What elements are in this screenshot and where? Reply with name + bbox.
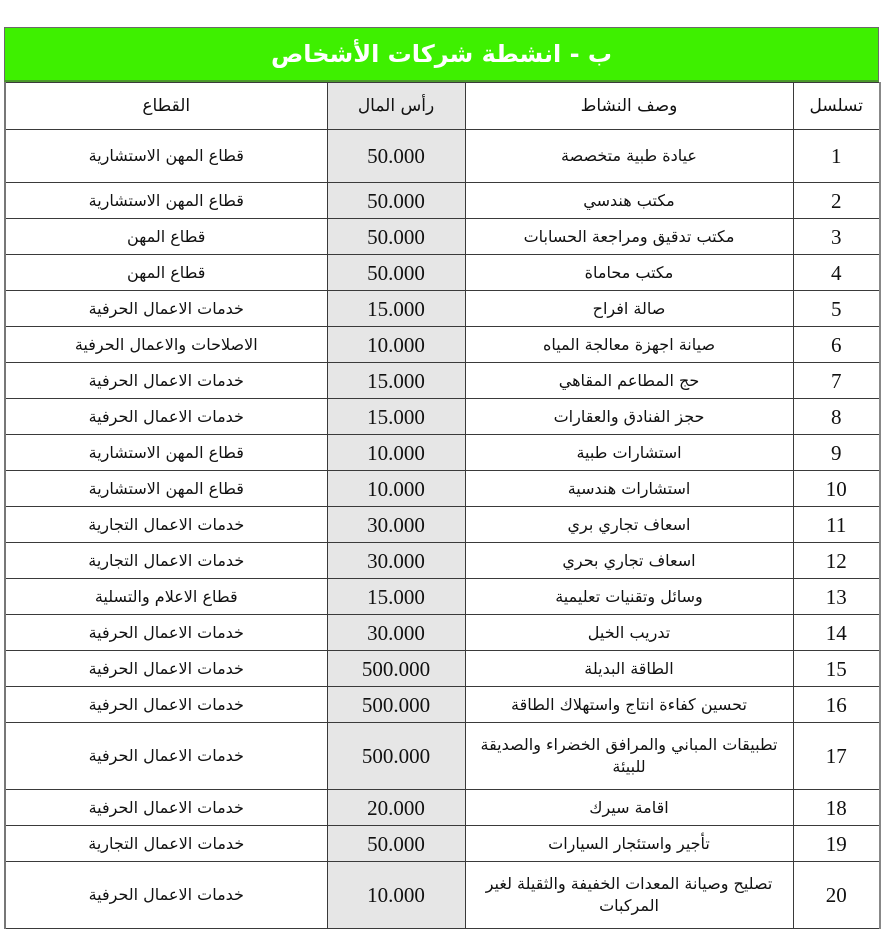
- cell-description: مكتب محاماة: [465, 255, 793, 291]
- cell-seq: 11: [793, 507, 880, 543]
- cell-description: استشارات هندسية: [465, 471, 793, 507]
- table-row: [5, 687, 880, 723]
- cell-description: تطبيقات المباني والمرافق الخضراء والصديقة للبيئة: [465, 723, 793, 790]
- cell-description: عيادة طبية متخصصة: [465, 130, 793, 183]
- cell-capital: 50.000: [327, 183, 465, 219]
- cell-description: الطاقة البديلة: [465, 651, 793, 687]
- cell-description: وسائل وتقنيات تعليمية: [465, 579, 793, 615]
- column-header-seq: تسلسل: [793, 83, 880, 130]
- cell-description: اقامة سيرك: [465, 790, 793, 826]
- header-row: [5, 83, 880, 130]
- cell-capital: 50.000: [327, 219, 465, 255]
- table-row: [5, 615, 880, 651]
- column-header-capital: رأس المال: [327, 83, 465, 130]
- cell-seq: 16: [793, 687, 880, 723]
- cell-sector: قطاع المهن الاستشارية: [5, 435, 327, 471]
- cell-seq: 8: [793, 399, 880, 435]
- activities-table-container: [4, 27, 879, 929]
- cell-capital: 10.000: [327, 435, 465, 471]
- cell-description: حجز الفنادق والعقارات: [465, 399, 793, 435]
- cell-seq: 10: [793, 471, 880, 507]
- cell-sector: قطاع المهن: [5, 255, 327, 291]
- cell-capital: 500.000: [327, 687, 465, 723]
- cell-capital: 30.000: [327, 507, 465, 543]
- cell-sector: خدمات الاعمال الحرفية: [5, 291, 327, 327]
- cell-capital: 15.000: [327, 399, 465, 435]
- cell-sector: خدمات الاعمال الحرفية: [5, 363, 327, 399]
- table-row: [5, 651, 880, 687]
- cell-sector: خدمات الاعمال الحرفية: [5, 862, 327, 929]
- cell-seq: 17: [793, 723, 880, 790]
- cell-capital: 500.000: [327, 651, 465, 687]
- cell-seq: 1: [793, 130, 880, 183]
- cell-seq: 12: [793, 543, 880, 579]
- cell-capital: 30.000: [327, 615, 465, 651]
- cell-seq: 15: [793, 651, 880, 687]
- cell-sector: قطاع المهن الاستشارية: [5, 183, 327, 219]
- table-row: [5, 183, 880, 219]
- table-row: [5, 543, 880, 579]
- cell-seq: 3: [793, 219, 880, 255]
- cell-seq: 14: [793, 615, 880, 651]
- cell-description: تأجير واستئجار السيارات: [465, 826, 793, 862]
- table-row: [5, 291, 880, 327]
- cell-sector: الاصلاحات والاعمال الحرفية: [5, 327, 327, 363]
- table-row: [5, 255, 880, 291]
- table-row: [5, 723, 880, 790]
- cell-seq: 5: [793, 291, 880, 327]
- table-title: ب - انشطة شركات الأشخاص: [4, 27, 879, 82]
- column-header-description: وصف النشاط: [465, 83, 793, 130]
- activities-table: [4, 82, 881, 929]
- cell-capital: 10.000: [327, 862, 465, 929]
- cell-capital: 15.000: [327, 291, 465, 327]
- table-row: [5, 826, 880, 862]
- cell-sector: خدمات الاعمال التجارية: [5, 543, 327, 579]
- cell-capital: 10.000: [327, 471, 465, 507]
- cell-capital: 50.000: [327, 130, 465, 183]
- column-header-sector: القطاع: [5, 83, 327, 130]
- cell-description: صيانة اجهزة معالجة المياه: [465, 327, 793, 363]
- cell-seq: 4: [793, 255, 880, 291]
- table-row: [5, 862, 880, 929]
- cell-description: صالة افراح: [465, 291, 793, 327]
- table-row: [5, 790, 880, 826]
- cell-capital: 50.000: [327, 826, 465, 862]
- table-row: [5, 399, 880, 435]
- cell-capital: 30.000: [327, 543, 465, 579]
- cell-seq: 19: [793, 826, 880, 862]
- cell-seq: 6: [793, 327, 880, 363]
- cell-sector: قطاع الاعلام والتسلية: [5, 579, 327, 615]
- table-row: [5, 507, 880, 543]
- cell-seq: 13: [793, 579, 880, 615]
- cell-seq: 18: [793, 790, 880, 826]
- cell-description: مكتب هندسي: [465, 183, 793, 219]
- table-body: [5, 130, 880, 929]
- cell-sector: خدمات الاعمال الحرفية: [5, 615, 327, 651]
- table-row: [5, 579, 880, 615]
- cell-description: تحسين كفاءة انتاج واستهلاك الطاقة: [465, 687, 793, 723]
- cell-sector: خدمات الاعمال التجارية: [5, 826, 327, 862]
- cell-sector: قطاع المهن: [5, 219, 327, 255]
- cell-sector: خدمات الاعمال التجارية: [5, 507, 327, 543]
- cell-sector: خدمات الاعمال الحرفية: [5, 790, 327, 826]
- cell-description: حج المطاعم المقاهي: [465, 363, 793, 399]
- cell-description: اسعاف تجاري بحري: [465, 543, 793, 579]
- cell-capital: 500.000: [327, 723, 465, 790]
- cell-description: اسعاف تجاري بري: [465, 507, 793, 543]
- cell-sector: خدمات الاعمال الحرفية: [5, 651, 327, 687]
- cell-capital: 20.000: [327, 790, 465, 826]
- cell-seq: 9: [793, 435, 880, 471]
- cell-capital: 10.000: [327, 327, 465, 363]
- cell-seq: 7: [793, 363, 880, 399]
- cell-capital: 50.000: [327, 255, 465, 291]
- cell-capital: 15.000: [327, 579, 465, 615]
- cell-sector: قطاع المهن الاستشارية: [5, 130, 327, 183]
- cell-capital: 15.000: [327, 363, 465, 399]
- table-row: [5, 363, 880, 399]
- cell-description: استشارات طبية: [465, 435, 793, 471]
- table-row: [5, 327, 880, 363]
- cell-sector: خدمات الاعمال الحرفية: [5, 723, 327, 790]
- cell-seq: 2: [793, 183, 880, 219]
- cell-sector: قطاع المهن الاستشارية: [5, 471, 327, 507]
- table-row: [5, 471, 880, 507]
- cell-description: مكتب تدقيق ومراجعة الحسابات: [465, 219, 793, 255]
- cell-description: تصليح وصيانة المعدات الخفيفة والثقيلة لغير المركبات: [465, 862, 793, 929]
- cell-seq: 20: [793, 862, 880, 929]
- cell-sector: خدمات الاعمال الحرفية: [5, 399, 327, 435]
- table-row: [5, 130, 880, 183]
- table-row: [5, 219, 880, 255]
- cell-description: تدريب الخيل: [465, 615, 793, 651]
- table-row: [5, 435, 880, 471]
- cell-sector: خدمات الاعمال الحرفية: [5, 687, 327, 723]
